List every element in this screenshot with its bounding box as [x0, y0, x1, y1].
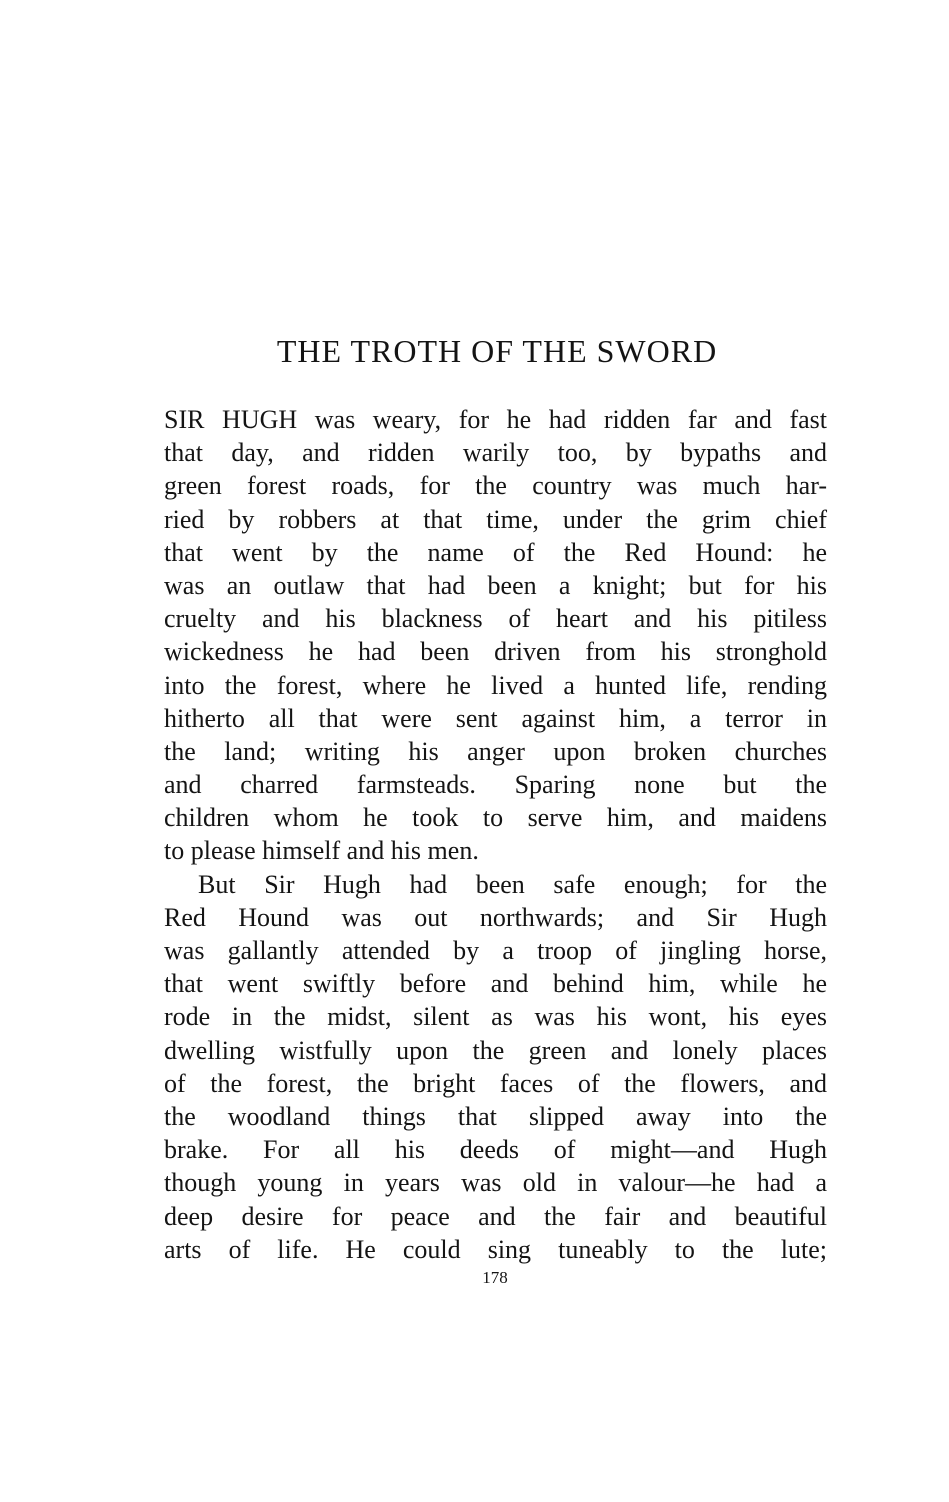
text-line: But Sir Hugh had been safe enough; for the: [198, 869, 827, 899]
text-line: and charred farmsteads. Sparing none but the: [164, 770, 827, 800]
text-line: cruelty and his blackness of heart and his pitiless: [164, 604, 827, 634]
text-line: was gallantly attended by a troop of jingling horse,: [164, 936, 827, 965]
text-line: into the forest, where he lived a hunted life, rending: [164, 670, 827, 700]
text-line: wickedness he had been driven from his stronghold: [164, 637, 827, 667]
text-line: rode in the midst, silent as was his wont, his eyes: [164, 1002, 827, 1032]
chapter-title: THE TROTH OF THE SWORD: [276, 333, 718, 369]
text-line: that went by the name of the Red Hound: he: [164, 537, 827, 567]
text-line: that went swiftly before and behind him, while he: [164, 969, 827, 999]
text-line: the land; writing his anger upon broken churches: [164, 736, 827, 766]
text-line: hitherto all that were sent against him, a terror in: [164, 703, 827, 733]
text-line: ried by robbers at that time, under the grim chief: [164, 504, 827, 534]
page-number: 178: [482, 1268, 508, 1287]
paragraph: [164, 403, 827, 868]
text-line: green forest roads, for the country was much har-: [164, 471, 827, 501]
text-line: though young in years was old in valour—he had a: [164, 1168, 827, 1198]
text-line: was an outlaw that had been a knight; but for his: [164, 570, 827, 600]
text-line: dwelling wistfully upon the green and lonely places: [164, 1035, 827, 1065]
text-line: that day, and ridden warily too, by bypaths and: [164, 438, 827, 468]
text-line: brake. For all his deeds of might—and Hugh: [164, 1135, 827, 1165]
text-line: SIR HUGH was weary, for he had ridden far and fast: [164, 405, 827, 434]
body-text: [164, 403, 827, 1266]
text-line: of the forest, the bright faces of the flowers, and: [164, 1068, 827, 1098]
text-line: arts of life. He could sing tuneably to the lute;: [164, 1234, 827, 1264]
paragraph: [164, 868, 827, 1266]
text-line: deep desire for peace and the fair and beautiful: [164, 1201, 827, 1231]
text-line: the woodland things that slipped away into the: [164, 1101, 827, 1131]
text-line: children whom he took to serve him, and maidens: [164, 803, 827, 833]
text-line: Red Hound was out northwards; and Sir Hugh: [164, 902, 827, 932]
text-line: to please himself and his men.: [164, 836, 479, 866]
